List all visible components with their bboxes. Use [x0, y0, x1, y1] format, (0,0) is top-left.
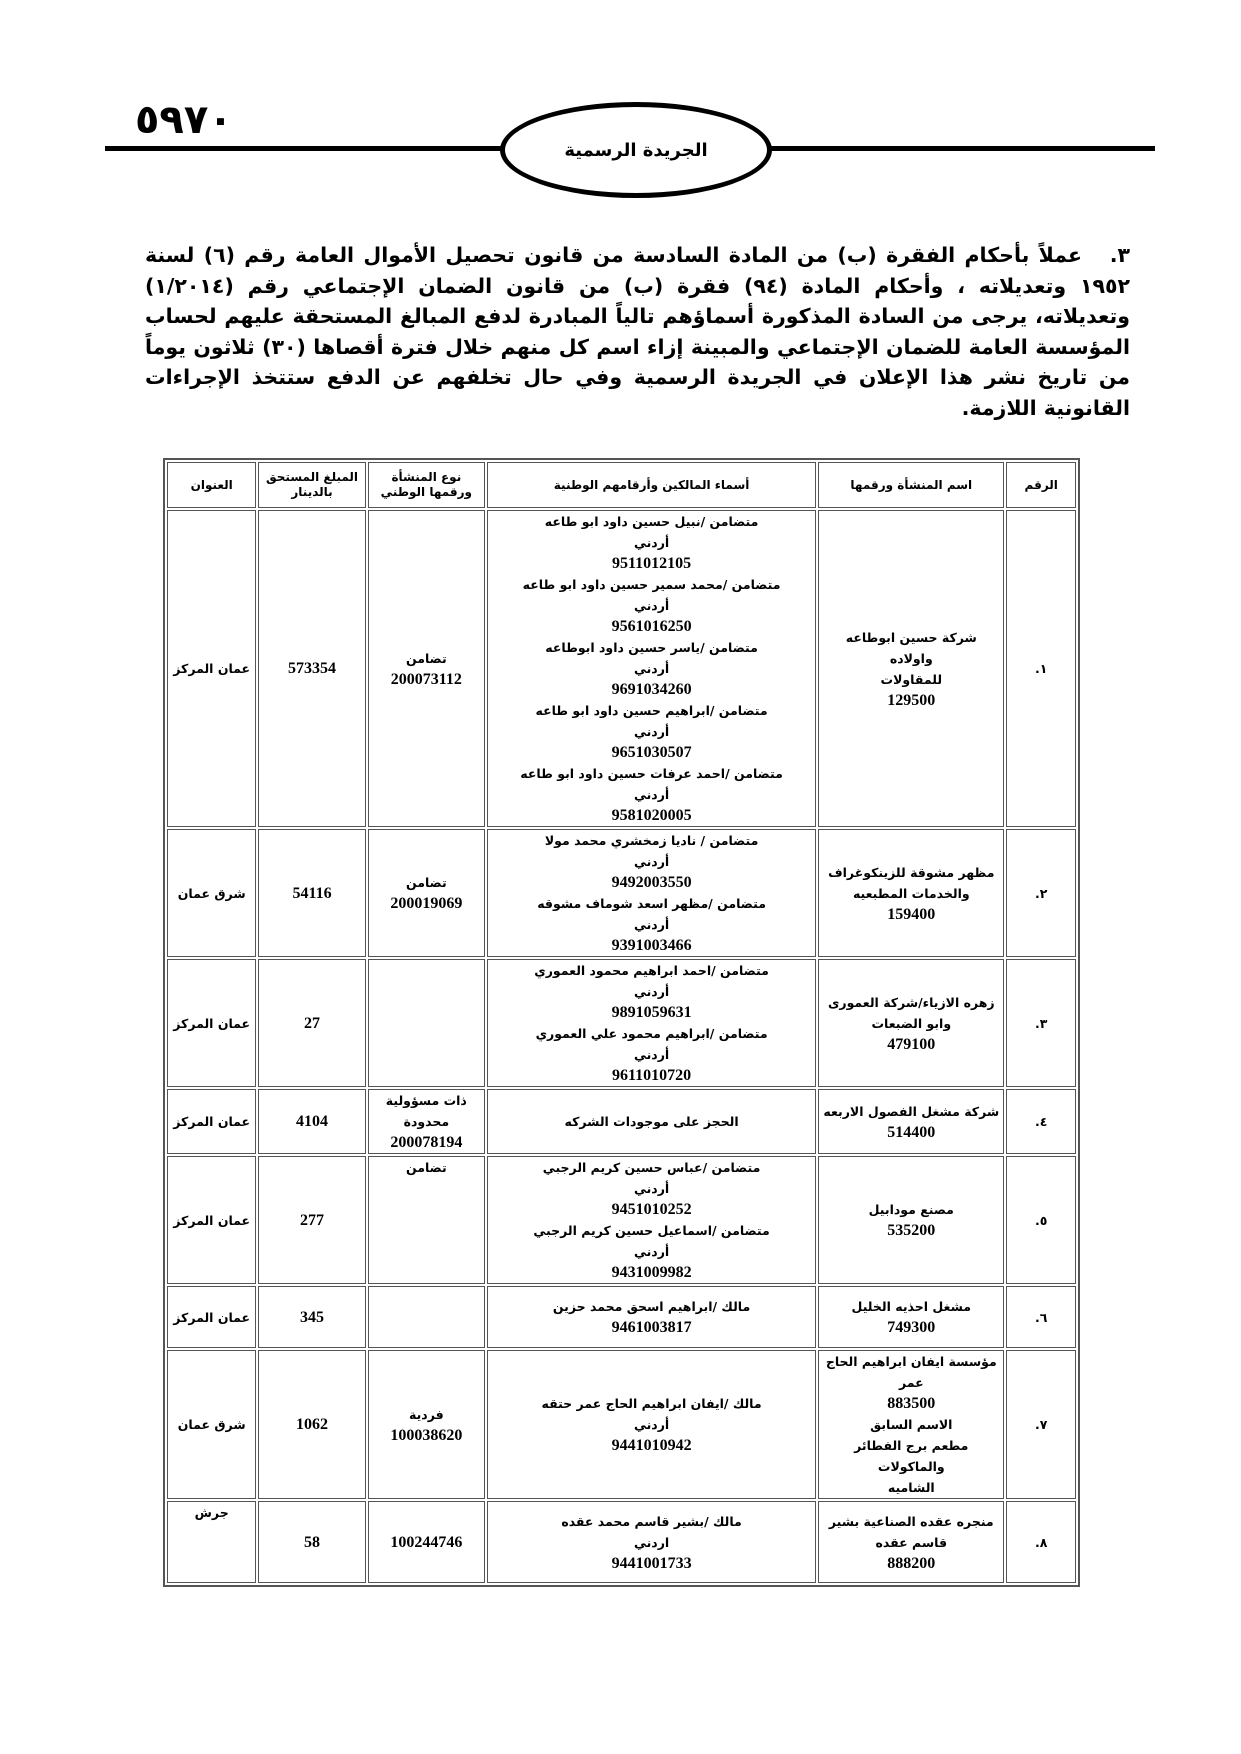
row-index: [1006, 829, 1076, 957]
table-row: [167, 1089, 1076, 1154]
table-row: [167, 1156, 1076, 1284]
establishment-cell-line: والخدمات المطبعيه: [852, 885, 970, 901]
owners-cell-line: متضامن / ناديا زمخشري محمد مولا: [544, 833, 759, 848]
owners-cell-line: متضامن /مظهر اسعد شوماف مشوقه: [537, 896, 766, 911]
establishment-cell: [818, 1089, 1004, 1154]
owners-cell-line: 9391003466: [611, 937, 692, 954]
owners-cell: [487, 1089, 816, 1154]
type-cell-line: 100038620: [390, 1426, 463, 1444]
establishment-cell: [818, 829, 1004, 957]
type-cell-line: تضامن: [405, 875, 447, 890]
row-index: [1006, 1286, 1076, 1348]
address-cell: [167, 959, 256, 1087]
type-cell-line: محدودة: [403, 1114, 450, 1129]
owners-cell-line: أردني: [633, 661, 670, 676]
amount-cell-line: 1062: [296, 1416, 329, 1433]
establishment-cell-line: وابو الضبعات: [871, 1015, 952, 1031]
amount-cell: [258, 829, 365, 957]
establishment-cell-line: منجره عقده الصناعية بشير: [828, 1513, 994, 1529]
owners-cell-line: أردني: [633, 917, 670, 932]
amount-cell: [258, 1350, 365, 1499]
table-row: [167, 1350, 1076, 1499]
type-cell-line: 200078194: [390, 1134, 463, 1151]
establishment-cell-line: 159400: [887, 905, 936, 923]
owners-cell-line: مالك /بشير قاسم محمد عقده: [561, 1513, 742, 1529]
amount-cell-line: 573354: [288, 660, 337, 677]
owners-cell-line: مالك /ايفان ابراهيم الحاج عمر حتقه: [541, 1396, 762, 1411]
table-row: [167, 829, 1076, 957]
address-cell-line: عمان المركز: [173, 1212, 251, 1228]
type-cell-line: فردية: [409, 1406, 444, 1422]
owners-cell-line: متضامن /احمد ابراهيم محمود العموري: [534, 963, 769, 978]
establishment-cell-line: 535200: [887, 1222, 936, 1239]
address-cell-line: شرق عمان: [177, 1417, 246, 1432]
owners-cell: [487, 510, 816, 827]
address-cell-line: عمان المركز: [173, 661, 251, 676]
establishment-cell-line: مصنع مودابيل: [868, 1202, 954, 1217]
table-body: [167, 510, 1076, 1583]
establishment-cell-line: الشاميه: [887, 1480, 935, 1495]
establishment-cell-line: زهره الازياء/شركة العمورى: [827, 994, 995, 1010]
amount-cell: [258, 1501, 365, 1583]
page-number: ٥٩٧٠: [135, 97, 233, 143]
amount-cell-line: 58: [304, 1533, 321, 1551]
amount-cell: [258, 510, 365, 827]
table-row: [167, 510, 1076, 827]
owners-cell-line: أردني: [633, 1244, 670, 1259]
type-cell: [368, 959, 485, 1087]
notice-item-number: ٣.: [1109, 243, 1130, 267]
owners-cell-line: أردني: [633, 724, 670, 739]
address-cell: [167, 1350, 256, 1499]
table-header-row: [167, 462, 1076, 508]
row-index: [1006, 1089, 1076, 1154]
owners-cell-line: متضامن /ابراهيم حسين داود ابو طاعه: [535, 703, 768, 718]
type-cell-line: 200019069: [390, 895, 463, 912]
owners-cell: [487, 1286, 816, 1348]
address-cell: [167, 1286, 256, 1348]
owners-cell-line: اردني: [633, 1534, 670, 1550]
address-cell: [167, 1501, 256, 1583]
owners-cell: [487, 1501, 816, 1583]
type-cell-line: 100244746: [390, 1533, 463, 1551]
owners-cell-line: أردني: [633, 1181, 670, 1196]
owners-cell-line: 9651030507: [611, 744, 692, 761]
address-cell-line: عمان المركز: [173, 1114, 251, 1129]
owners-cell: [487, 959, 816, 1087]
amount-cell-line: 54116: [292, 884, 332, 902]
establishment-cell-line: 888200: [887, 1554, 936, 1572]
owners-cell-line: 9492003550: [611, 874, 692, 891]
header-index: الرقم: [1006, 462, 1076, 508]
owners-cell-line: 9581020005: [611, 807, 692, 824]
owners-cell-line: أردني: [633, 598, 670, 613]
amount-cell-line: 4104: [296, 1113, 329, 1130]
notice-text: عملاً بأحكام الفقرة (ب) من المادة السادسة من قانون تحصيل الأموال العامة رقم (٦) لسنة ١٩٥٢ وتعديلاته ، وأحكام المادة (٩٤) فقرة (ب) من قانون الضمان الإجتماعي رقم (١/٢٠١٤) وتعديلاته، يرجى من السادة المذكورة أسماؤهم تالياً المبادرة لدفع المبالغ المستحقة عليهم لحساب المؤسسة العامة للضمان الإجتماعي والمبينة إزاء اسم كل منهم خلال فترة أقصاها (٣٠) ثلاثون يوماً من تاريخ نشر هذا الإعلان في الجريدة الرسمية وفي حال تخلفهم عن الدفع ستتخذ الإجراءات القانونية اللازمة.: [145, 243, 1131, 420]
type-cell: [368, 1350, 485, 1499]
amount-cell-line: 345: [300, 1308, 325, 1326]
establishment-cell: [818, 1501, 1004, 1583]
owners-cell-line: مالك /ابراهيم اسحق محمد حزين: [552, 1299, 751, 1314]
owners-cell-line: متضامن /ابراهيم محمود علي العموري: [535, 1026, 768, 1041]
owners-cell-line: متضامن /احمد عرفات حسين داود ابو طاعه: [520, 766, 783, 781]
address-cell: [167, 829, 256, 957]
row-index: [1006, 1350, 1076, 1499]
owners-cell-line: متضامن /عباس حسين كريم الرجبي: [542, 1160, 761, 1175]
address-cell: [167, 1156, 256, 1284]
notice-paragraph: [145, 240, 1130, 423]
establishment-cell-line: 883500: [887, 1395, 936, 1412]
address-cell: [167, 510, 256, 827]
establishment-cell-line: عمر: [898, 1375, 924, 1390]
type-cell: [368, 1286, 485, 1348]
gazette-title-oval: [500, 102, 772, 198]
owners-cell-line: 9441001733: [611, 1554, 692, 1572]
owners-cell-line: متضامن /محمد سمير حسين داود ابو طاعه: [522, 577, 781, 592]
owners-cell-line: 9611010720: [612, 1067, 692, 1084]
establishment-cell-line: مطعم برج الفطائر والماكولات: [854, 1438, 969, 1474]
owners-cell-line: 9461003817: [611, 1319, 692, 1336]
address-cell-line: عمان المركز: [173, 1015, 251, 1031]
header-amount: المبلغ المستحق بالدينار: [258, 462, 365, 508]
establishment-cell-line: مؤسسة ايفان ابراهيم الحاج: [825, 1354, 997, 1369]
row-index-line: ٣.: [1035, 1015, 1048, 1031]
owners-cell-line: أردني: [633, 787, 670, 802]
establishment-cell: [818, 1156, 1004, 1284]
amount-cell-line: 277: [300, 1211, 325, 1229]
row-index-line: ٢.: [1035, 885, 1048, 901]
header-address: العنوان: [167, 462, 256, 508]
establishment-cell: [818, 510, 1004, 827]
establishment-cell-line: مظهر مشوقة للزينكوغراف: [828, 864, 995, 880]
type-cell: [368, 1156, 485, 1284]
row-index-line: ٤.: [1035, 1114, 1048, 1129]
owners-cell-line: 9441010942: [611, 1437, 692, 1454]
establishment-cell-line: 129500: [887, 691, 936, 709]
address-cell: [167, 1089, 256, 1154]
amount-cell: [258, 1089, 365, 1154]
owners-cell: [487, 829, 816, 957]
owners-cell-line: متضامن /ياسر حسين داود ابوطاعه: [545, 640, 758, 655]
amount-cell: [258, 1286, 365, 1348]
header-type: نوع المنشأة ورقمها الوطني: [368, 462, 485, 508]
amount-cell: [258, 959, 365, 1087]
owners-cell-line: أردني: [633, 1047, 670, 1062]
establishment-cell-line: 749300: [887, 1319, 936, 1336]
owners-cell-line: متضامن /اسماعيل حسين كريم الرجبي: [533, 1223, 770, 1238]
owners-cell-line: الحجز على موجودات الشركه: [564, 1114, 739, 1129]
amount-cell: [258, 1156, 365, 1284]
establishment-cell-line: مشغل احذيه الخليل: [851, 1299, 972, 1314]
row-index: [1006, 959, 1076, 1087]
address-cell-line: عمان المركز: [173, 1309, 251, 1325]
table-row: [167, 1501, 1076, 1583]
row-index-line: ٨.: [1035, 1534, 1048, 1550]
type-cell: [368, 1501, 485, 1583]
owners-cell-line: 9451010252: [611, 1201, 692, 1218]
header-establishment: اسم المنشأة ورقمها: [818, 462, 1004, 508]
type-cell-line: تضامن: [405, 1160, 447, 1175]
establishment-cell-line: للمقاولات: [880, 671, 943, 687]
establishment-cell: [818, 1286, 1004, 1348]
owners-cell-line: أردني: [633, 1417, 670, 1432]
establishment-cell-line: الاسم السابق: [870, 1417, 953, 1432]
row-index: [1006, 1501, 1076, 1583]
owners-cell-line: 9561016250: [611, 618, 692, 635]
establishment-cell-line: 514400: [887, 1123, 936, 1141]
owners-cell-line: 9511012105: [612, 555, 692, 572]
type-cell: [368, 510, 485, 827]
gazette-title: الجريدة الرسمية: [564, 139, 708, 161]
type-cell-line: تضامن: [405, 650, 447, 666]
establishment-cell-line: قاسم عقده: [875, 1534, 948, 1550]
establishment-cell: [818, 959, 1004, 1087]
row-index: [1006, 1156, 1076, 1284]
row-index: [1006, 510, 1076, 827]
owners-cell: [487, 1350, 816, 1499]
row-index-line: ٦.: [1035, 1309, 1048, 1325]
table-row: [167, 1286, 1076, 1348]
owners-cell-line: 9691034260: [611, 681, 692, 698]
owners-cell: [487, 1156, 816, 1284]
type-cell: [368, 1089, 485, 1154]
owners-cell-line: متضامن /نبيل حسين داود ابو طاعه: [544, 514, 759, 529]
row-index-line: ٧.: [1035, 1417, 1048, 1432]
owners-cell-line: أردني: [633, 984, 670, 999]
establishment-cell-line: 479100: [887, 1035, 936, 1053]
row-index-line: ٥.: [1035, 1212, 1048, 1228]
establishment-cell-line: شركة حسين ابوطاعه واولاده: [845, 629, 977, 666]
address-cell-line: شرق عمان: [177, 885, 246, 901]
debtors-table: [163, 458, 1080, 1587]
type-cell: [368, 829, 485, 957]
owners-cell-line: أردني: [633, 854, 670, 869]
row-index-line: ١.: [1035, 661, 1048, 676]
owners-cell-line: 9891059631: [611, 1004, 692, 1021]
owners-cell-line: أردني: [633, 535, 670, 550]
owners-cell-line: 9431009982: [611, 1264, 692, 1281]
establishment-cell: [818, 1350, 1004, 1499]
header-owners: أسماء المالكين وأرقامهم الوطنية: [487, 462, 816, 508]
address-cell-line: جرش: [194, 1505, 229, 1520]
table-row: [167, 959, 1076, 1087]
establishment-cell-line: شركة مشغل الفصول الاربعه: [823, 1103, 1000, 1119]
amount-cell-line: 27: [304, 1014, 321, 1032]
type-cell-line: 200073112: [390, 670, 462, 688]
type-cell-line: ذات مسؤولية: [385, 1093, 467, 1108]
